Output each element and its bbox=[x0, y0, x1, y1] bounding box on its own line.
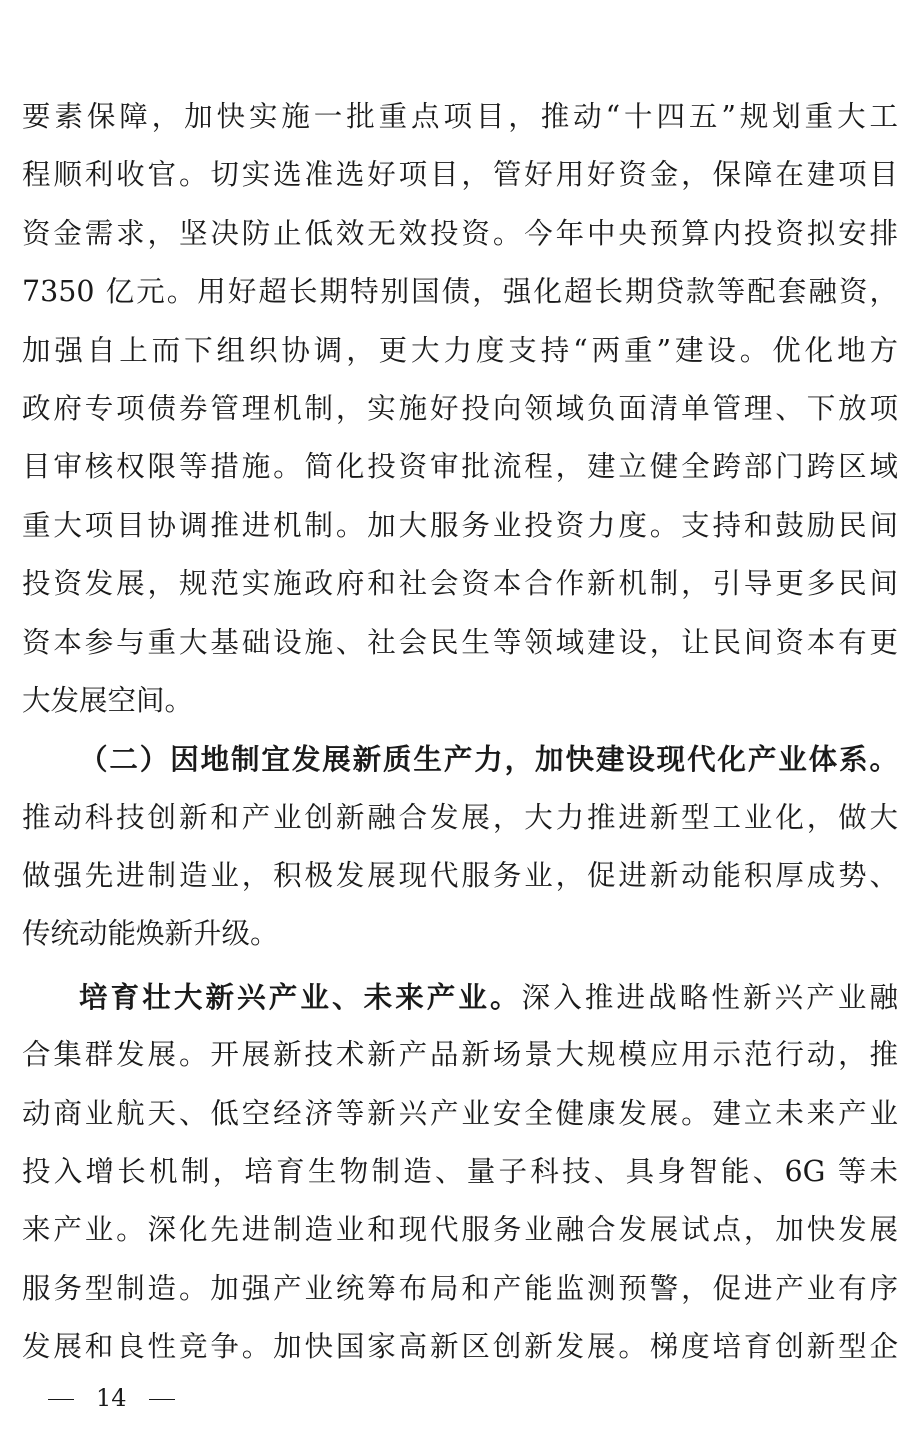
section-heading-text: （二）因地制宜发展新质生产力，加快建设现代化产业体系。 bbox=[79, 742, 898, 777]
text-line: 服务型制造。加强产业统筹布局和产能监测预警，促进产业有序 bbox=[22, 1271, 898, 1305]
text-line: 目审核权限等措施。简化投资审批流程，建立健全跨部门跨区域 bbox=[22, 450, 898, 484]
text-line: 加强自上而下组织协调，更大力度支持“两重”建设。优化地方 bbox=[22, 333, 898, 367]
text-line: 做强先进制造业，积极发展现代服务业，促进新动能积厚成势、 bbox=[22, 859, 898, 893]
text-line: 发展和良性竞争。加快国家高新区创新发展。梯度培育创新型企 bbox=[22, 1330, 898, 1364]
body-text bbox=[22, 88, 898, 1377]
text-line bbox=[22, 968, 898, 1026]
text-line: 合集群发展。开展新技术新产品新场景大规模应用示范行动，推 bbox=[22, 1038, 898, 1072]
text-line: 来产业。深化先进制造业和现代服务业融合发展试点，加快发展 bbox=[22, 1213, 898, 1247]
text-line: 重大项目协调推进机制。加大服务业投资力度。支持和鼓励民间 bbox=[22, 508, 898, 542]
text-line: 资金需求，坚决防止低效无效投资。今年中央预算内投资拟安排 bbox=[22, 216, 898, 250]
text-line: 政府专项债券管理机制，实施好投向领域负面清单管理、下放项 bbox=[22, 391, 898, 425]
footer-dash-left bbox=[48, 1399, 74, 1400]
paragraph-lead-rest: 深入推进战略性新兴产业融 bbox=[521, 980, 898, 1014]
text-line: 投入增长机制，培育生物制造、量子科技、具身智能、6G 等未 bbox=[22, 1155, 898, 1189]
page-number: 14 bbox=[96, 1384, 127, 1412]
paragraph-2 bbox=[22, 730, 898, 964]
text-line: 推动科技创新和产业创新融合发展，大力推进新型工业化，做大 bbox=[22, 800, 898, 834]
paragraph-1 bbox=[22, 88, 898, 730]
footer-dash-right bbox=[149, 1399, 175, 1400]
paragraph-lead-bold: 培育壮大新兴产业、未来产业。 bbox=[79, 979, 522, 1014]
text-line: 资本参与重大基础设施、社会民生等领域建设，让民间资本有更 bbox=[22, 625, 898, 659]
paragraph-3 bbox=[22, 968, 898, 1377]
text-line: 动商业航天、低空经济等新兴产业安全健康发展。建立未来产业 bbox=[22, 1096, 898, 1130]
section-heading bbox=[22, 730, 898, 788]
text-line: 投资发展，规范实施政府和社会资本合作新机制，引导更多民间 bbox=[22, 567, 898, 601]
text-line: 7350 亿元。用好超长期特别国债，强化超长期贷款等配套融资， bbox=[22, 275, 898, 309]
text-line: 传统动能焕新升级。 bbox=[22, 917, 279, 951]
page-footer bbox=[48, 1378, 175, 1418]
text-line: 大发展空间。 bbox=[22, 683, 194, 717]
text-line: 要素保障，加快实施一批重点项目，推动“十四五”规划重大工 bbox=[22, 100, 898, 133]
text-line: 程顺利收官。切实选准选好项目，管好用好资金，保障在建项目 bbox=[22, 158, 898, 192]
